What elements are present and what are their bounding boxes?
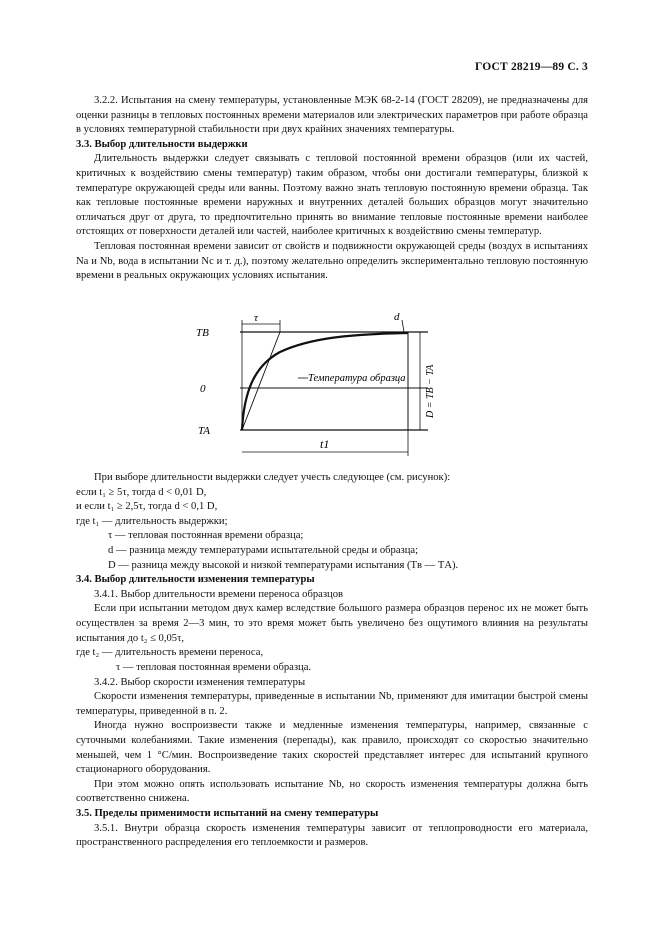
cond-1: если t₁ ≥ 5τ, тогда d < 0,01 D, <box>76 486 207 498</box>
D-dim-label: D = TB − TA <box>425 364 436 418</box>
page-header: ГОСТ 28219—89 С. 3 <box>475 61 588 73</box>
para-3-4-2-c: При этом можно опять использовать испытание Nb, но скорость изменения температуры должна быть соответственно снижена. <box>76 778 588 805</box>
d-pointer <box>402 320 404 332</box>
para-3-4-1: 3.4.1. Выбор длительности времени переноса образцов <box>94 588 343 600</box>
para-3-3-a: Длительность выдержки следует связывать с тепловой постоянной времени образцов (или их частей, критичных к воздействию смены температур) таким образом, чтобы они достигали температуры, близкой к температуре окружающей среды или ванны. Поэтому важно знать тепловую постоянную времени образца. Так как тепловые постоянные времени наружных и внутренних деталей больших образцов могут значительно отличаться друг от друга, то предпочтительно принять во внимание тепловые постоянные времени наиболее отстоящих от поверхности деталей или частей, наиболее критичных к воздействию смены температур. <box>76 153 588 238</box>
tau-label: τ <box>254 312 258 324</box>
para-3-5-1: 3.5.1. Внутри образца скорость изменения температуры зависит от теплопроводности его материала, пространственного распределения его теплоемкости и размеров. <box>76 822 588 849</box>
temperature-figure <box>180 306 460 468</box>
where-1: где t₁ — длительность выдержки; <box>76 515 228 527</box>
para-3-3-b: Тепловая постоянная времени зависит от свойств и подвижности окружающей среды (воздух в испытаниях Na и Nb, вода в испытании Nc и т. д.), поэтому желательно определить экспериментально тепловую постоянную времени в реальных окружающих условиях испытания. <box>76 241 588 282</box>
para-3-4-2-b: Иногда нужно воспроизвести также и медленные изменения температуры, например, связанные с суточными колебаниями. Такие изменения (перепады), как правило, происходят со скоростью значительно меньшей, чем 1 °С/мин. Воспроизведение таких скоростей представляет интерес для испытаний крупного стационарного оборудования. <box>76 720 588 776</box>
curve-label: Температура образца <box>308 373 406 384</box>
text-top <box>76 94 588 284</box>
where-2: τ — тепловая постоянная времени образца; <box>108 530 304 542</box>
where-6: τ — тепловая постоянная времени образца. <box>116 661 312 673</box>
text-bottom <box>76 471 588 851</box>
tb-label: TB <box>196 327 209 339</box>
where-3: d — разница между температурами испытательной среды и образца; <box>108 545 419 557</box>
figure-svg <box>180 306 460 468</box>
para-3-4-2-a: Скорости изменения температуры, приведенные в испытании Nb, применяют для имитации быстрой смены температуры, приведенной в п. 2. <box>76 691 588 717</box>
para-3-2-2: 3.2.2. Испытания на смену температуры, установленные МЭК 68-2-14 (ГОСТ 28209), не предназначены для оценки разницы в тепловых постоянных времени материалов или электрических параметров при работе образца в условиях температурной стабильности при двух крайних значениях температуры. <box>76 95 588 136</box>
where-4: D — разница между высокой и низкой температурами испытания (Tв — TА). <box>108 559 459 571</box>
para-3-4-1-a: Если при испытании методом двух камер вследствие большого размера образцов перенос их не может быть осуществлен за время 2—3 мин, то это время может быть увеличено без ощутимого влияния на результаты испытания до t₂ ≤ 0,05τ, <box>76 603 588 644</box>
tangent-line <box>242 332 280 430</box>
heading-3-3: 3.3. Выбор длительности выдержки <box>76 138 248 150</box>
heading-3-4: 3.4. Выбор длительности изменения температуры <box>76 574 315 586</box>
where-5: где t₂ — длительность времени переноса, <box>76 647 264 659</box>
para-3-4-2: 3.4.2. Выбор скорости изменения температуры <box>94 676 306 688</box>
d-label: d <box>394 311 400 323</box>
heading-3-5: 3.5. Пределы применимости испытаний на смену температуры <box>76 808 379 820</box>
cond-2: и если t₁ ≥ 2,5τ, тогда d < 0,1 D, <box>76 501 218 513</box>
t1-label: t1 <box>320 437 330 451</box>
intro: При выборе длительности выдержки следует учесть следующее (см. рисунок): <box>94 472 451 483</box>
zero-label: 0 <box>200 383 206 395</box>
ta-label: TA <box>198 425 211 437</box>
